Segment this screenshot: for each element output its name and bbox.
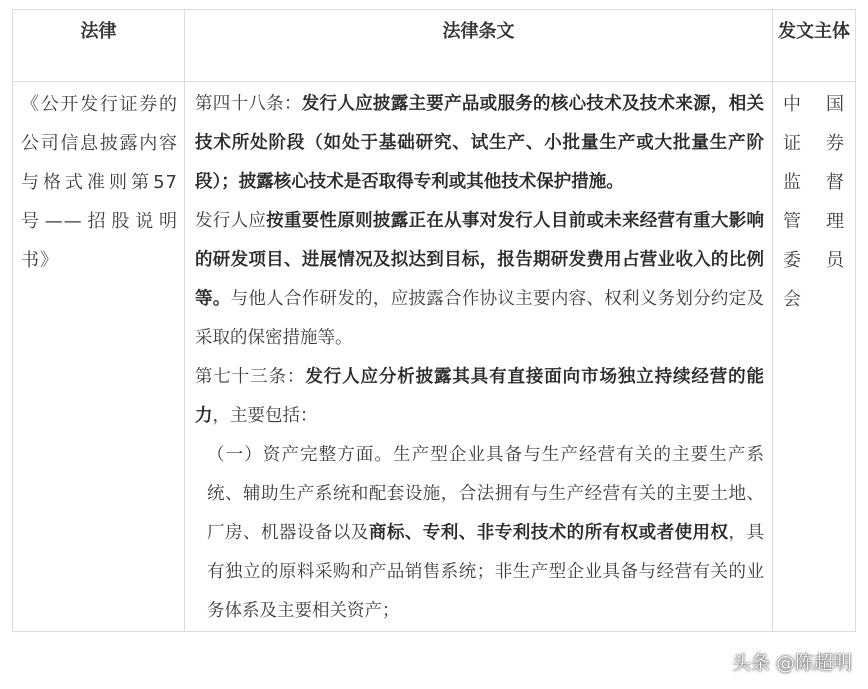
article-73-bold-text: 发行人应分析披露其具有直接面向市场独立持续经营的能力: [195, 367, 765, 426]
header-law: 法律: [13, 10, 185, 82]
article-73-suffix: ，主要包括：: [212, 406, 318, 426]
article-48-p2-bold-text: 按重要性原则披露正在从事对发行人目前或未来经营有重大影响的研发项目、进展情况及拟达到目标，报告期研发费用占营业收入的比例等。: [195, 211, 765, 309]
article-48-paragraph-2: [195, 202, 764, 358]
article-text-cell: [185, 82, 773, 632]
article-73-prefix: 第七十三条：: [195, 367, 306, 387]
header-row: [13, 10, 856, 82]
item-1-prefix: （一）资产完整方面。生产型企业具备与生产经营有关的主要生产系统、辅助生产系统和配套设施，合法拥有与生产经营有关的主要土地、厂房、机器设备以及: [207, 445, 764, 543]
article-48-p2-suffix: 与他人合作研发的，应披露合作协议主要内容、权利义务划分约定及采取的保密措施等。: [195, 289, 765, 348]
article-48-bold-text: 发行人应披露主要产品或服务的核心技术及技术来源，相关技术所处阶段（如处于基础研究、试生产、小批量生产或大批量生产阶段）；披露核心技术是否取得专利或其他技术保护措施。: [195, 94, 765, 192]
article-48-paragraph: [195, 85, 764, 202]
item-1-bold-text: 商标、专利、非专利技术的所有权或者使用权: [368, 523, 729, 543]
article-48-p2-prefix: 发行人应: [195, 211, 267, 231]
header-article: 法律条文: [185, 10, 773, 82]
article-73-item-1: [195, 436, 764, 631]
issuer-cell: 中国证券监督管理委员会: [773, 82, 856, 632]
article-73-paragraph: [195, 358, 764, 436]
watermark: 头条 @陈超明: [731, 652, 852, 674]
item-1-suffix: ，具有独立的原料采购和产品销售系统；非生产型企业具备与经营有关的业务体系及主要相关资产；: [207, 523, 765, 621]
law-table: [12, 9, 856, 632]
table-row: [13, 82, 856, 632]
article-48-prefix: 第四十八条：: [195, 94, 302, 114]
header-issuer: 发文主体: [773, 10, 856, 82]
law-name-cell: 《公开发行证券的公司信息披露内容与格式准则第57号——招股说明书》: [13, 82, 185, 632]
